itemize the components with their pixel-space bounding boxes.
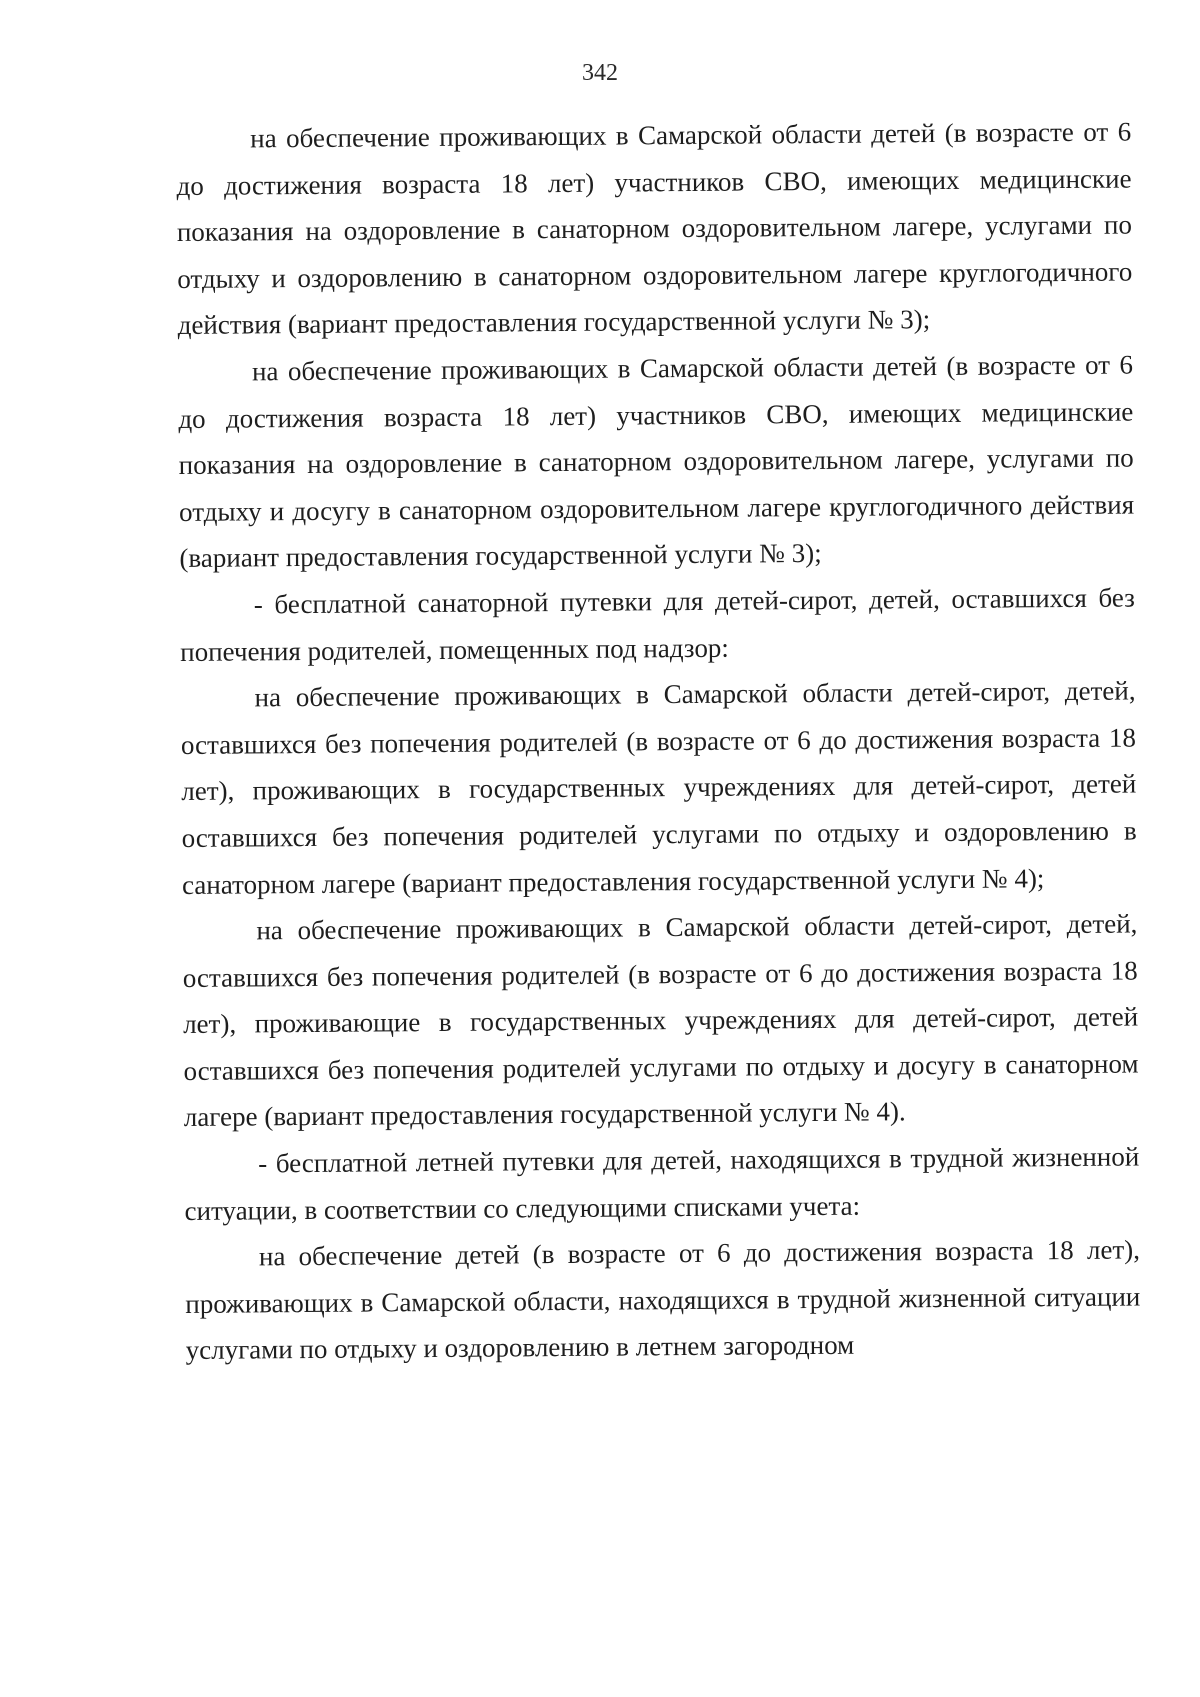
paragraph-5: на обеспечение проживающих в Самарской области детей-сирот, детей, оставшихся без попечения родителей (в возрасте от 6 до достижения возраста 18 лет), проживающие в государственных учреждениях для детей-сирот, детей оставшихся без попечения родителей услугами по отдыху и досугу в санаторном лагере (вариант предоставления государственной услуги № 4). xyxy=(182,908,1139,1133)
paragraph-3: - бесплатной санаторной путевки для детей-сирот, детей, оставшихся без попечения родителей, помещенных под надзор: xyxy=(180,582,1135,667)
paragraph-6: - бесплатной летней путевки для детей, находящихся в трудной жизненной ситуации, в соответствии со следующими списками учета: xyxy=(184,1141,1140,1226)
paragraph-7: на обеспечение детей (в возрасте от 6 до достижения возраста 18 лет), проживающих в Самарской области, находящихся в трудной жизненной ситуации услугами по отдыху и оздоровлению в летнем загородном xyxy=(185,1234,1141,1366)
paragraph-1: на обеспечение проживающих в Самарской области детей (в возрасте от 6 до достижения возраста 18 лет) участников СВО, имеющих медицинские показания на оздоровление в санаторном оздоровительном лагере, услугами по отдыху и оздоровлению в санаторном оздоровительном лагере круглогодичного действия (вариант предоставления государственной услуги № 3); xyxy=(176,116,1133,341)
paragraph-4: на обеспечение проживающих в Самарской области детей-сирот, детей, оставшихся без попечения родителей (в возрасте от 6 до достижения возраста 18 лет), проживающих в государственных учреждениях для детей-сирот, детей оставшихся без попечения родителей услугами по отдыху и оздоровлению в санаторном лагере (вариант предоставления государственной услуги № 4); xyxy=(180,675,1137,900)
document-body xyxy=(176,108,1141,1373)
page-number: 342 xyxy=(582,60,618,86)
paragraph-2: на обеспечение проживающих в Самарской области детей (в возрасте от 6 до достижения возраста 18 лет) участников СВО, имеющих медицинские показания на оздоровление в санаторном оздоровительном лагере, услугами по отдыху и досугу в санаторном оздоровительном лагере круглогодичного действия (вариант предоставления государственной услуги № 3); xyxy=(178,349,1135,574)
